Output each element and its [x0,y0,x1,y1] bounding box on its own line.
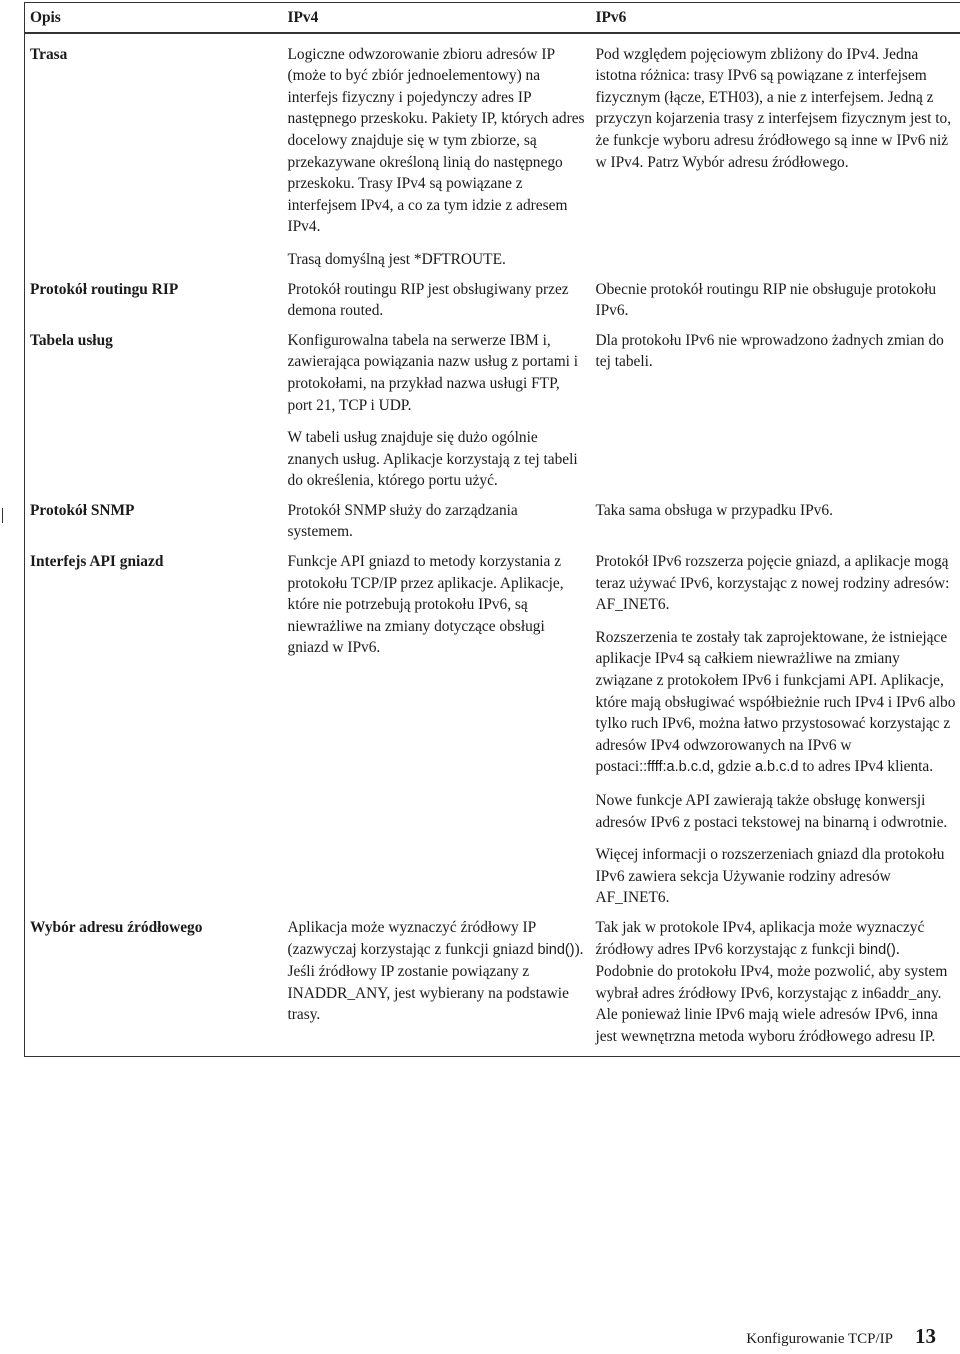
ipv4-cell [283,551,591,917]
ipv6-cell [591,917,960,1056]
cell-paragraph: Rozszerzenia te zostały tak zaprojektowane, że istniejące aplikacje IPv4 są całkiem niewrażliwe na zmiany związane z protokołem IPv6 i funkcjami API. Aplikacje, które mają obsługiwać współbieżnie ruch IPv4 i IPv6 albo tylko ruch IPv6, można łatwo przystosować korzystając z adresów IPv4 odwzorowanych na IPv6 w postaci::ffff:a.b.c.d, gdzie a.b.c.d to adres IPv4 klienta. [595,628,956,776]
cell-paragraph: Konfigurowalna tabela na serwerze IBM i, zawierająca powiązania nazw usług z portami i protokołami, na przykład nazwa usługi FTP, port 21, TCP i UDP. [287,331,579,414]
table-row-api-gniazd [25,551,960,917]
table-row-snmp [25,500,960,551]
row-label: Wybór adresu źródłowego [25,917,283,1056]
row-label: Trasa [25,33,283,279]
ipv6-cell [591,551,960,917]
table-row-trasa [25,33,960,279]
cell-paragraph: Pod względem pojęciowym zbliżony do IPv4. Jedna istotna różnica: trasy IPv6 są powiązane z interfejsem fizycznym (łącze, ETH03), a nie z interfejsem. Jedną z przyczyn kojarzenia trasy z interfejsem fizycznym jest to, że funkcje wyboru adresu źródłowego są inne w IPv6 niż w IPv4. Patrz Wybór adresu źródłowego. [595,45,952,171]
cell-paragraph: Nowe funkcje API zawierają także obsługę konwersji adresów IPv6 z postaci tekstowej na binarną i odwrotnie. [595,792,948,831]
cell-paragraph: Aplikacja może wyznaczyć źródłowy IP (zazwyczaj korzystając z funkcji gniazd bind()). Jeśli źródłowy IP zostanie powiązany z INADDR_ANY, jest wybierany na podstawie trasy. [287,918,584,1024]
cell-paragraph: Dla protokołu IPv6 nie wprowadzono żadnych zmian do tej tabeli. [595,331,944,371]
code-fragment: a.b.c.d [754,759,799,776]
table-row-wybor-adresu [25,917,960,1056]
cell-paragraph: Protokół IPv6 rozszerza pojęcie gniazd, a aplikacje mogą teraz używać IPv6, korzystając z nowej rodziny adresów: AF_INET6. [595,553,950,614]
table-row-tabela-uslug [25,330,960,500]
footer-title: Konfigurowanie TCP/IP [746,1331,893,1347]
cell-paragraph: Taka sama obsługa w przypadku IPv6. [595,501,833,519]
ipv6-cell [591,279,960,330]
row-label: Protokół SNMP [25,500,283,551]
comparison-table [24,2,960,1057]
ipv6-cell [591,500,960,551]
cell-paragraph: Tak jak w protokole IPv4, aplikacja może wyznaczyć źródłowy adres IPv6 korzystając z funkcji bind(). Podobnie do protokołu IPv4, może pozwolić, aby system wybrał adres źródłowy IPv6, korzystając z in6addr_any. Ale ponieważ linie IPv6 mają wiele adresów IPv6, inna jest wewnętrzna metoda wyboru źródłowego adresu IP. [595,918,948,1045]
ipv4-cell [283,917,591,1056]
cell-paragraph: Protokół SNMP służy do zarządzania systemem. [287,501,518,541]
page-number: 13 [915,1324,936,1348]
cell-paragraph: W tabeli usług znajduje się dużo ogólnie znanych usług. Aplikacje korzystają z tej tabeli do określenia, którego portu użyć. [287,429,578,490]
header-ipv6: IPv6 [591,3,960,33]
cell-paragraph: Obecnie protokół routingu RIP nie obsługuje protokołu IPv6. [595,280,937,320]
cell-paragraph: Więcej informacji o rozszerzeniach gniazd dla protokołu IPv6 zawiera sekcja Używanie rodziny adresów AF_INET6. [595,846,945,907]
ipv4-cell [283,33,591,279]
code-fragment: bind() [537,941,575,958]
code-fragment: bind() [858,941,896,958]
table-row-rip [25,279,960,330]
cell-paragraph: Logiczne odwzorowanie zbioru adresów IP (może to być zbiór jednoelementowy) na interfejs fizyczny i pojedynczy adres IP następnego przeskoku. Pakiety IP, których adres docelowy znajduje się w tym zbiorze, są przekazywane określoną linią do następnego przeskoku. Trasy IPv4 są powiązane z interfejsem IPv4, a co za tym idzie z adresem IPv4. [287,45,585,236]
code-fragment: ::ffff:a.b.c.d [639,759,711,776]
ipv4-cell [283,279,591,330]
ipv6-cell [591,33,960,279]
page-footer [746,1326,936,1351]
header-ipv4: IPv4 [283,3,591,33]
row-label: Interfejs API gniazd [25,551,283,917]
ipv4-cell [283,500,591,551]
change-bar [2,508,3,523]
cell-paragraph: Trasą domyślną jest *DFTROUTE. [287,250,506,268]
row-label: Tabela usług [25,330,283,500]
row-label: Protokół routingu RIP [25,279,283,330]
ipv6-cell [591,330,960,500]
header-row [25,3,960,33]
cell-paragraph: Funkcje API gniazd to metody korzystania z protokołu TCP/IP przez aplikacje. Aplikacje, które nie potrzebują protokołu IPv6, są niewrażliwe na zmiany dotyczące obsługi gniazd w IPv6. [287,553,564,657]
ipv4-cell [283,330,591,500]
cell-paragraph: Protokół routingu RIP jest obsługiwany przez demona routed. [287,280,569,320]
header-opis: Opis [25,3,283,33]
